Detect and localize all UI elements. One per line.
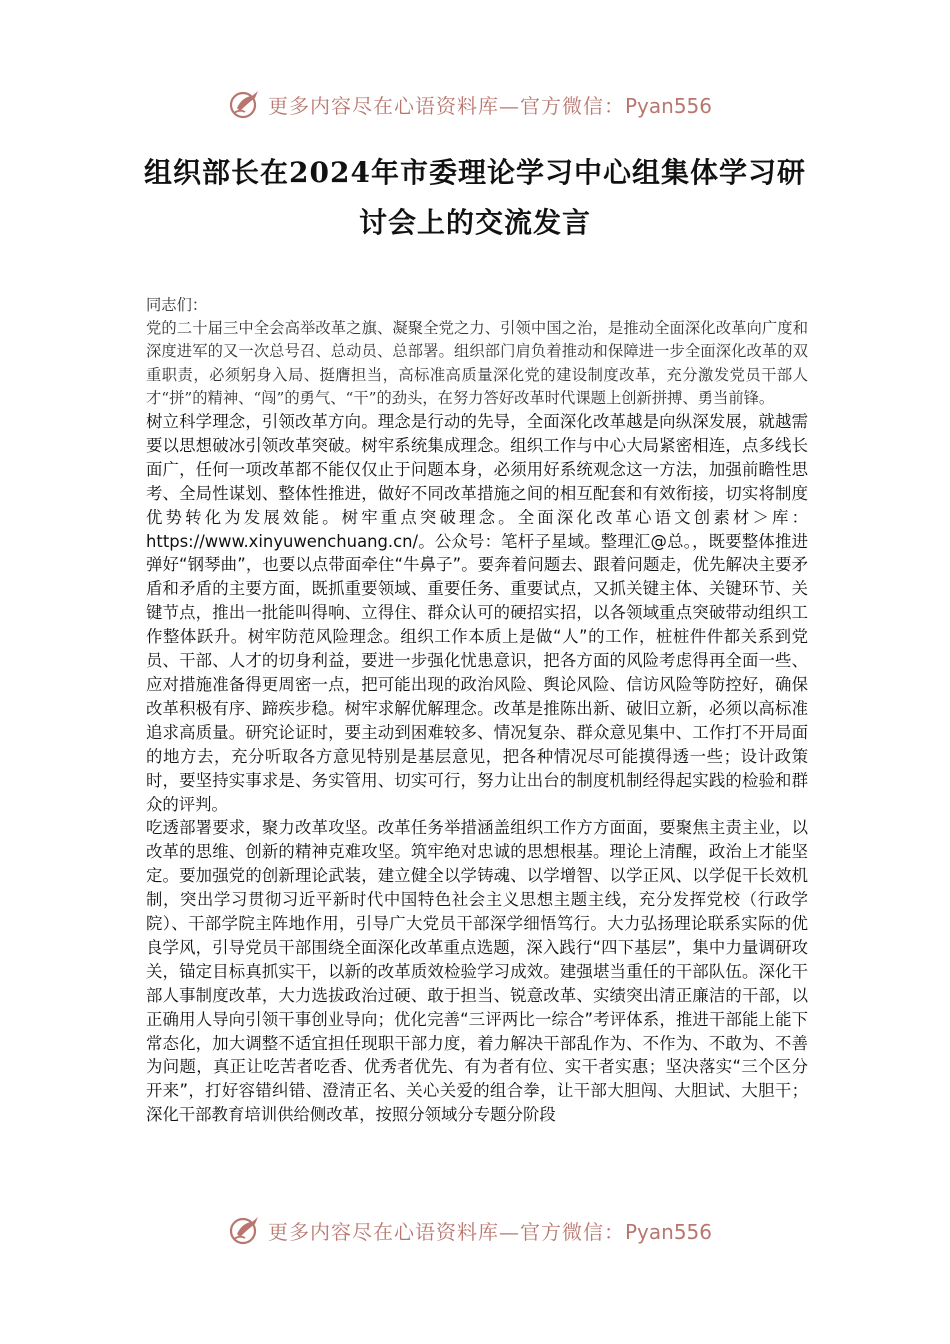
banner-text: 更多内容尽在心语资料库—官方微信：Pyan556 [268, 1219, 713, 1244]
footer-banner [0, 1210, 950, 1250]
salutation: 同志们： [146, 296, 208, 314]
intro-paragraph: 党的二十届三中全会高举改革之旗、凝聚全党之力、引领中国之治，是推动全面深化改革向广度和深度进军的又一次总号召、总动员、总部署。组织部门肩负着推动和保障进一步全面深化改革的双重职责，必须躬身入局、挺膺担当，高标准高质量深化党的建设制度改革，充分激发党员干部人才“拼”的精神、“闯”的勇气、“干”的劲头，在努力答好改革时代课题上创新拼搏、勇当前锋。 [146, 319, 808, 407]
title-line-1: 组织部长在2024年市委理论学习中心组集体学习研 [144, 156, 806, 189]
document-title [110, 148, 840, 248]
title-line-2: 讨会上的交流发言 [358, 206, 591, 239]
header-banner [0, 84, 950, 124]
banner-text: 更多内容尽在心语资料库—官方微信：Pyan556 [268, 93, 713, 118]
pen-logo-icon [228, 1213, 262, 1247]
paragraph-1: 树立科学理念，引领改革方向。理念是行动的先导，全面深化改革越是向纵深发展，就越需要以思想破冰引领改革突破。树牢系统集成理念。组织工作与中心大局紧密相连，点多线长面广，任何一项改革都不能仅仅止于问题本身，必须用好系统观念这一方法，加强前瞻性思考、全局性谋划、整体性推进，做好不同改革措施之间的相互配套和有效衔接，切实将制度优势转化为发展效能。树牢重点突破理念。全面深化改革心语文创素材＞库：https://www.xinyuwenchuang.cn/。公众号：笔杆子星域。整理汇@总。，既要整体推进弹好“钢琴曲”，也要以点带面牵住“牛鼻子”。要奔着问题去、跟着问题走，优先解决主要矛盾和矛盾的主要方面，既抓重要领域、重要任务、重要试点，又抓关键主体、关键环节、关键节点，推出一批能叫得响、立得住、群众认可的硬招实招，以各领域重点突破带动组织工作整体跃升。树牢防范风险理念。组织工作本质上是做“人”的工作，桩桩件件都关系到党员、干部、人才的切身利益，要进一步强化忧患意识，把各方面的风险考虑得再全面一些、应对措施准备得更周密一点，把可能出现的政治风险、舆论风险、信访风险等防控好，确保改革积极有序、蹄疾步稳。树牢求解优解理念。改革是推陈出新、破旧立新，必须以高标准追求高质量。研究论证时，要主动到困难较多、情况复杂、群众意见集中、工作打不开局面的地方去，充分听取各方意见特别是基层意见，把各种情况尽可能摸得透一些；设计政策时，要坚持实事求是、务实管用、切实可行，努力让出台的制度机制经得起实践的检验和群众的评判。 [146, 412, 808, 814]
document-body [146, 294, 808, 1127]
paragraph-2: 吃透部署要求，聚力改革攻坚。改革任务举措涵盖组织工作方方面面，要聚焦主责主业，以改革的思维、创新的精神克难攻坚。筑牢绝对忠诚的思想根基。理论上清醒，政治上才能坚定。要加强党的创新理论武装，建立健全以学铸魂、以学增智、以学正风、以学促干长效机制，突出学习贯彻习近平新时代中国特色社会主义思想主题主线，充分发挥党校（行政学院）、干部学院主阵地作用，引导广大党员干部深学细悟笃行。大力弘扬理论联系实际的优良学风，引导党员干部围绕全面深化改革重点选题，深入践行“四下基层”，集中力量调研攻关，锚定目标真抓实干，以新的改革质效检验学习成效。建强堪当重任的干部队伍。深化干部人事制度改革，大力选拔政治过硬、敢于担当、锐意改革、实绩突出清正廉洁的干部，以正确用人导向引领干事创业导向；优化完善“三评两比一综合”考评体系，推进干部能上能下常态化，加大调整不适宜担任现职干部力度，着力解决干部乱作为、不作为、不敢为、不善为问题，真正让吃苦者吃香、优秀者优先、有为者有位、实干者实惠；坚决落实“三个区分开来”，打好容错纠错、澄清正名、关心关爱的组合拳，让干部大胆闯、大胆试、大胆干；深化干部教育培训供给侧改革，按照分领域分专题分阶段 [146, 818, 808, 1125]
pen-logo-icon [228, 87, 262, 121]
